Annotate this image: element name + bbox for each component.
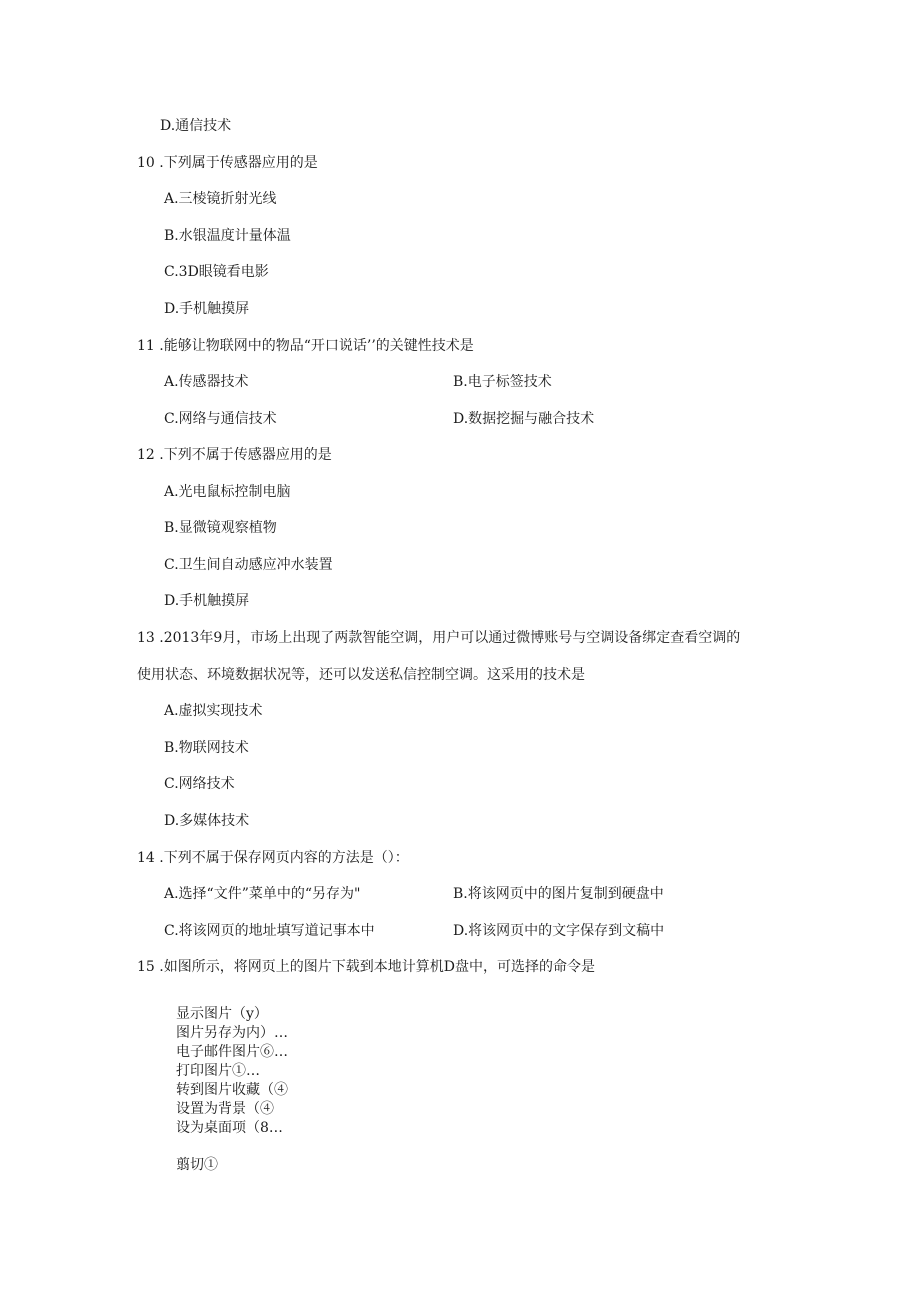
q13-option-a: A.虚拟实现技术 xyxy=(164,703,263,719)
q11-stem: 11 .能够让物联网中的物品“开口说话’’的关键性技术是 xyxy=(137,338,474,354)
q13-option-d: D.多媒体技术 xyxy=(164,813,250,829)
menu-item-show-picture: 显示图片（y） xyxy=(176,1006,268,1022)
q12-option-c: C.卫生间自动感应冲水装置 xyxy=(164,557,333,573)
q11-option-d: D.数据挖掘与融合技术 xyxy=(453,411,595,427)
q13-option-c: C.网络技术 xyxy=(164,776,235,792)
menu-item-set-as-desktop-item: 设为桌面项（8… xyxy=(176,1120,283,1136)
q10-option-d: D.手机触摸屏 xyxy=(164,301,250,317)
q14-option-b: B.将该网页中的图片复制到硬盘中 xyxy=(453,886,664,902)
menu-item-print-picture: 打印图片①… xyxy=(176,1063,260,1079)
q10-stem: 10 .下列属于传感器应用的是 xyxy=(137,155,318,171)
menu-item-set-as-background: 设置为背景（④ xyxy=(176,1101,274,1117)
q11-option-a: A.传感器技术 xyxy=(164,374,249,390)
q14-option-a: A.选择“文件”菜单中的“另存为" xyxy=(164,886,361,902)
q9-option-d: D.通信技术 xyxy=(160,118,232,134)
menu-item-cut: 翦切① xyxy=(176,1157,218,1173)
q14-option-d: D.将该网页中的文字保存到文稿中 xyxy=(453,923,665,939)
q11-option-b: B.电子标签技术 xyxy=(453,374,552,390)
q11-option-c: C.网络与通信技术 xyxy=(164,411,277,427)
q12-option-a: A.光电鼠标控制电脑 xyxy=(164,484,291,500)
q13-option-b: B.物联网技术 xyxy=(164,740,249,756)
q10-option-b: B.水银温度计量体温 xyxy=(164,228,291,244)
menu-item-email-picture: 电子邮件图片⑥… xyxy=(176,1044,288,1060)
q12-stem: 12 .下列不属于传感器应用的是 xyxy=(137,447,332,463)
q15-stem: 15 .如图所示，将网页上的图片下载到本地计算机D盘中，可选择的命令是 xyxy=(137,959,595,975)
q12-option-b: B.显微镜观察植物 xyxy=(164,520,277,536)
q13-stem-line2: 使用状态、环境数据状况等，还可以发送私信控制空调。这采用的技术是 xyxy=(137,667,585,683)
q14-option-c: C.将该网页的地址填写道记事本中 xyxy=(164,923,375,939)
menu-item-go-to-my-pictures: 转到图片收藏（④ xyxy=(176,1082,288,1098)
q13-stem-line1: 13 .2013年9月，市场上出现了两款智能空调，用户可以通过微博账号与空调设备绑定查看空调的 xyxy=(137,630,741,646)
q10-option-a: A.三棱镜折射光线 xyxy=(164,191,277,207)
menu-item-save-picture-as: 图片另存为内）… xyxy=(176,1025,288,1041)
q12-option-d: D.手机触摸屏 xyxy=(164,593,250,609)
q14-stem: 14 .下列不属于保存网页内容的方法是（）： xyxy=(137,850,409,866)
q10-option-c: C.3D眼镜看电影 xyxy=(164,264,269,280)
